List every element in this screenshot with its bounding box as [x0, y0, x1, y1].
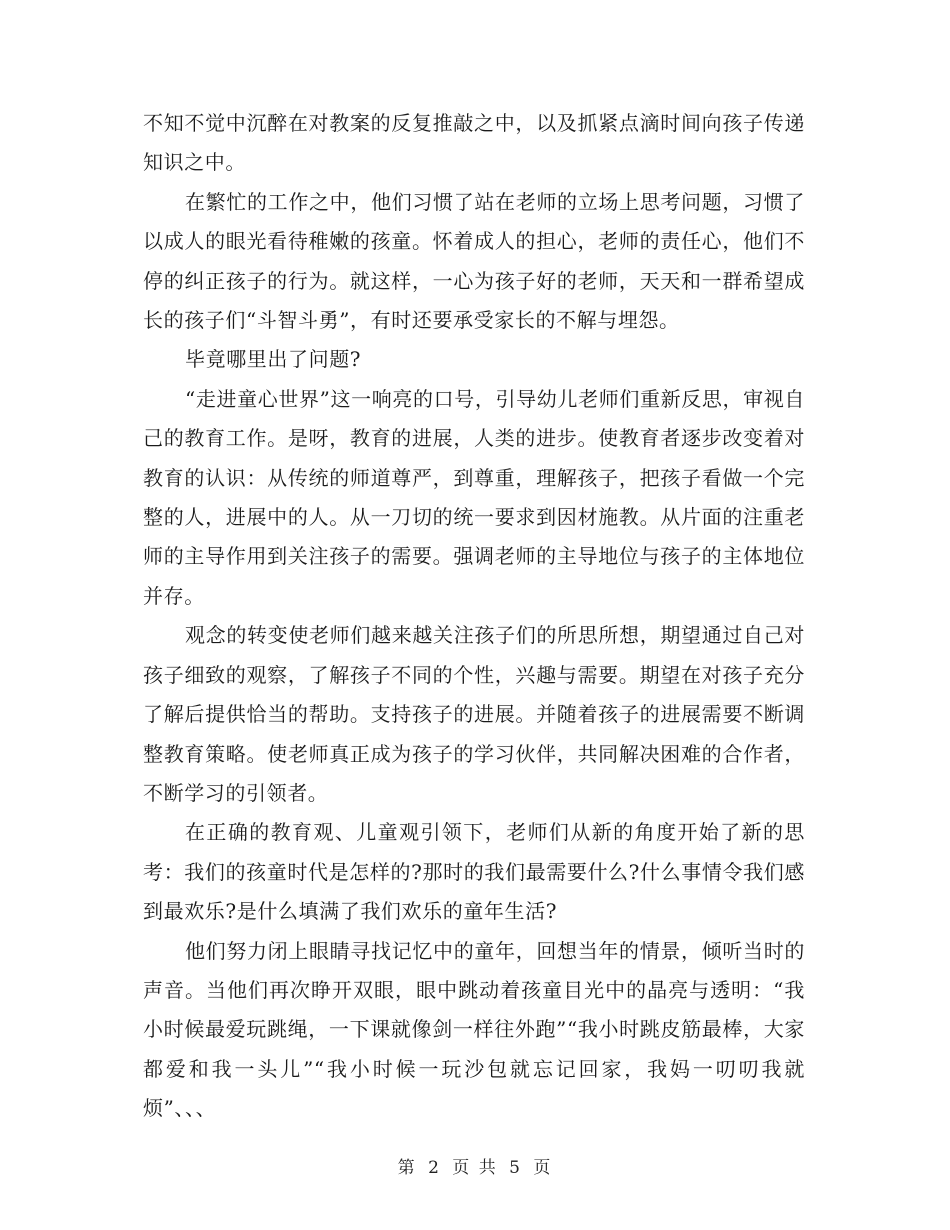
paragraph-4: “走进童心世界”这一响亮的口号，引导幼儿老师们重新反思，审视自己的教育工作。是呀，教育的进展，人类的进步。使教育者逐步改变着对教育的认识：从传统的师道尊严，到尊重，理解孩子，把孩子看做一个完整的人，进展中的人。从一刀切的统一要求到因材施教。从片面的注重老师的主导作用到关注孩子的需要。强调老师的主导地位与孩子的主体地位并存。 [143, 386, 805, 608]
paragraph-1: 不知不觉中沉醉在对教案的反复推敲之中，以及抓紧点滴时间向孩子传递知识之中。 [143, 111, 805, 175]
footer-prefix: 第 [397, 1158, 417, 1178]
footer-current-page: 2 [428, 1158, 441, 1178]
paragraph-2: 在繁忙的工作之中，他们习惯了站在老师的立场上思考问题，习惯了以成人的眼光看待稚嫩的孩童。怀着成人的担心，老师的责任心，他们不停的纠正孩子的行为。就这样，一心为孩子好的老师，天天和一群希望成长的孩子们“斗智斗勇”，有时还要承受家长的不解与埋怨。 [143, 189, 805, 333]
paragraph-5: 观念的转变使老师们越来越关注孩子们的所思所想，期望通过自己对孩子细致的观察，了解孩子不同的个性，兴趣与需要。期望在对孩子充分了解后提供恰当的帮助。支持孩子的进展。并随着孩子的进展需要不断调整教育策略。使老师真正成为孩子的学习伙伴，共同解决困难的合作者，不断学习的引领者。 [143, 623, 805, 805]
footer-suffix: 页 [533, 1158, 553, 1178]
footer-total-pages: 5 [509, 1158, 522, 1178]
page-footer [0, 1153, 950, 1178]
document-body [143, 104, 805, 1129]
paragraph-3: 毕竟哪里出了问题? [185, 347, 362, 372]
paragraph-6: 在正确的教育观、儿童观引领下，老师们从新的角度开始了新的思考：我们的孩童时代是怎样的?那时的我们最需要什么?什么事情令我们感到最欢乐?是什么填满了我们欢乐的童年生活? [143, 820, 805, 924]
footer-middle: 页 共 [452, 1158, 498, 1178]
paragraph-7: 他们努力闭上眼睛寻找记忆中的童年，回想当年的情景，倾听当时的声音。当他们再次睁开双眼，眼中跳动着孩童目光中的晶亮与透明：“我小时候最爱玩跳绳，一下课就像剑一样往外跑”“我小时跳皮筋最棒，大家都爱和我一头儿”“我小时候一玩沙包就忘记回家，我妈一叨叨我就烦”、、、 [143, 938, 805, 1121]
